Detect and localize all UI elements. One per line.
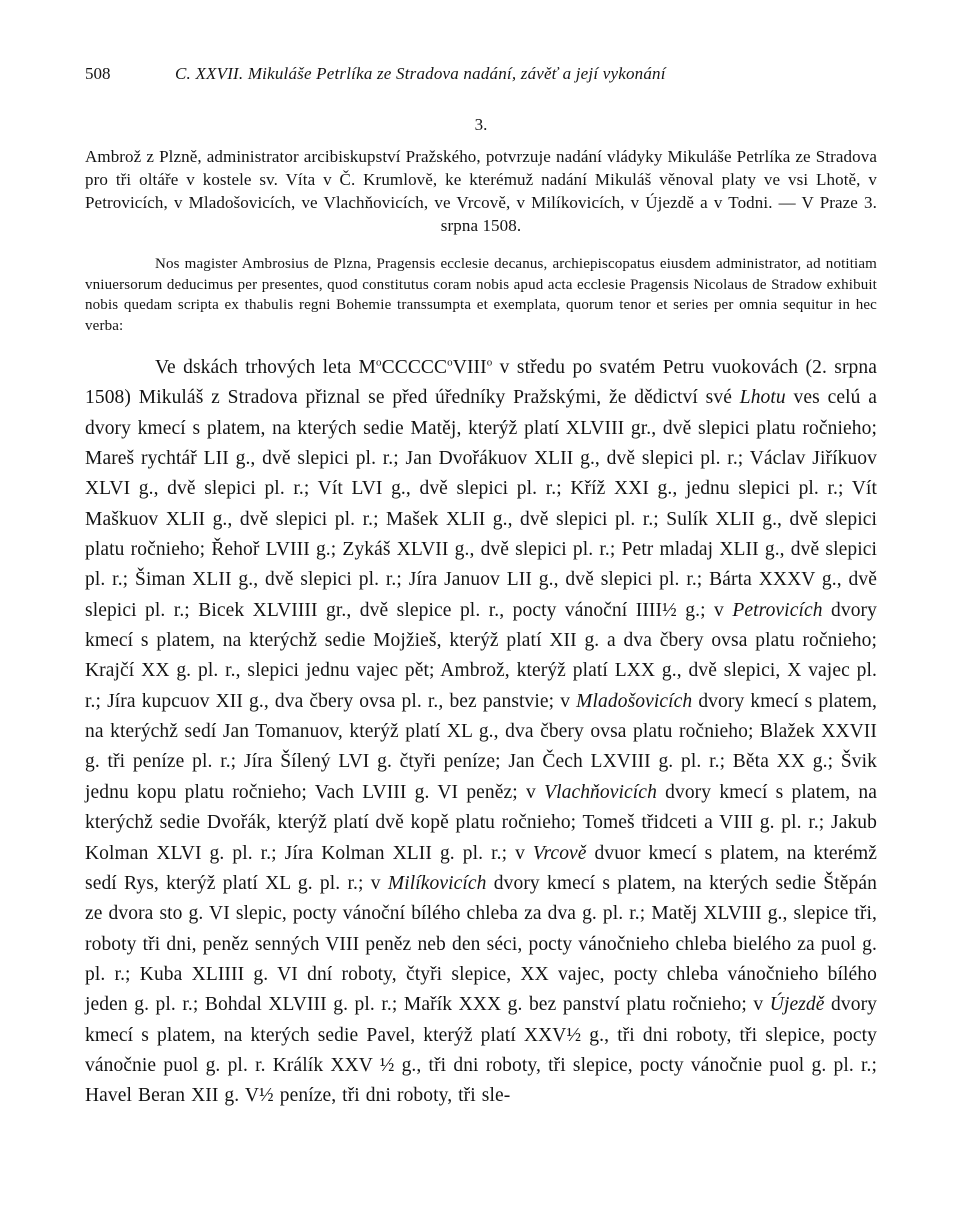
text-segment: dvuor kmecí s platem, na kterémž sedí Rys, kterýž platí XL g. pl. r.; v <box>85 842 877 894</box>
regest-summary: Ambrož z Plzně, administrator arcibiskupství Pražského, potvrzuje nadání vládyky Mikuláše Petrlíka ze Stradova pro tři oltáře v kostele sv. Víta v Č. Krumlově, ke kterémuž nadání Mikuláš věnoval platy ve vsi Lhotě, v Petrovicích, v Mladošovicích, ve Vlachňovicích, ve Vrcově, v Milíkovicích, v Újezdě a v Todni. — V Praze 3. srpna 1508. <box>85 147 877 235</box>
place-name-mladosovice: Mladošovicích <box>576 690 693 712</box>
place-name-petrovice: Petrovicích <box>732 599 823 621</box>
text-segment: dvory kmecí s platem, na kterých sedie Pavel, kterýž platí XXV½ g., tři dni roboty, tři slepice, pocty vánočnie puol g. pl. r. Králík XXV ½ g., tři dni roboty, tři slepice, pocty vánočnie puol g. pl. r.; Havel Beran XII g. V½ peníze, tři dni roboty, tři sle- <box>85 994 878 1107</box>
section-number: 3. <box>474 115 488 134</box>
page-header <box>85 58 877 88</box>
running-title: C. XXVII. Mikuláše Petrlíka ze Stradova nadání, závěť a její vykonání <box>175 64 666 83</box>
text-segment: dvory kmecí s platem, na kterýchž sedie Mojžieš, kterýž platí XII g. a dva čbery ovsa platu ročnieho; Krajčí XX g. pl. r., slepici jednu vajec pět; Ambrož, kterýž platí LXX g., dvě slepici, X vajec pl. r.; Jíra kupcuov XII g., dva čbery ovsa pl. r., bez panstvie; v <box>85 599 878 712</box>
place-name-lhota: Lhotu <box>739 387 786 409</box>
place-name-vrcov: Vrcově <box>532 842 587 864</box>
place-name-milikovice: Milíkovicích <box>387 872 487 894</box>
superscript: o <box>376 356 382 369</box>
place-name-ujezd: Újezdě <box>769 994 825 1016</box>
text-segment: v středu po svatém Petru vuokovách (2. srpna 1508) Mikuláš z Stradova přiznal se před úředníky Pražskými, že dědictví své <box>85 357 877 409</box>
text-segment: ves celú a dvory kmecí s platem, na kterých sedie Matěj, kterýž platí XLVIII gr., dvě slepici platu ročnieho; Mareš rychtář LII g., dvě slepici pl. r.; Jan Dvořákuov XLII g., dvě slepici pl. r.; Václav Jiříkuov XLVI g., dvě slepici pl. r.; Vít LVI g., dvě slepici pl. r.; Kříž XXI g., jednu slepici pl. r.; Vít Maškuov XLII g., dvě slepici pl. r.; Mašek XLII g., dvě slepici pl. r.; Sulík XLII g., dvě slepici platu ročnieho; Řehoř LVIII g.; Zykáš XLVII g., dvě slepici pl. r.; Petr mladaj XLII g., dvě slepici pl. r.; Šiman XLII g., dvě slepici pl. r.; Jíra Januov LII g., dvě slepici pl. r.; Bárta XXXV g., dvě slepici pl. r.; Bicek XLVIIII gr., dvě slepice pl. r., pocty vánoční IIII½ g.; v <box>85 387 877 621</box>
text-segment: dvory kmecí s platem, na kterých sedie Štěpán ze dvora sto g. VI slepic, pocty vánoční bílého chleba za dva g. pl. r.; Matěj XLVIII g., slepice tři, roboty tři dni, peněz senných VIII peněz neb den séci, pocty vánočnieho chleba bielého za puol g. pl. r.; Kuba XLIIII g. VI dní roboty, čtyři slepice, XX vajec, pocty chleba vánočnieho bílého jeden g. pl. r.; Bohdal XLVIII g. pl. r.; Mařík XXX g. bez panství platu ročnieho; v <box>85 872 878 1016</box>
text-segment: CCCCC <box>381 357 448 378</box>
document-page <box>85 58 877 1112</box>
text-segment: Ve dskách trhových leta M <box>155 357 376 378</box>
text-segment: dvory kmecí s platem, na kterýchž sedie Dvořák, kterýž platí dvě kopě platu ročnieho; Tomeš třidceti a VIII g. pl. r.; Jakub Kolman XLVI g. pl. r.; Jíra Kolman XLII g. pl. r.; v <box>85 781 878 864</box>
place-name-vlachnovice: Vlachňovicích <box>544 781 657 803</box>
superscript: o <box>447 356 453 369</box>
page-number: 508 <box>85 64 111 83</box>
text-segment: VIII <box>452 357 487 378</box>
latin-intro-paragraph: Nos magister Ambrosius de Plzna, Pragensis ecclesie decanus, archiepiscopatus eiusdem administrator, ad notitiam vniuersorum deducimus per presentes, quod constitutus coram nobis apud acta ecclesie Pragensis Nicolaus de Stradow exhibuit nobis quedam scripta ex thabulis regni Bohemie transsumpta et exemplata, quorum tenor et series per omnia sequitur in hec verba: <box>85 256 877 334</box>
text-segment: dvory kmecí s platem, na kterýchž sedí Jan Tomanuov, kterýž platí XL g., dva čbery ovsa platu ročnieho; Blažek XXVII g. tři peníze pl. r.; Jíra Šílený LVI g. čtyři peníze; Jan Čech LXVIII g. pl. r.; Běta XX g.; Švik jednu kopu platu ročnieho; Vach LVIII g. VI peněz; v <box>85 690 877 803</box>
czech-record-paragraph <box>85 353 877 1112</box>
superscript: o <box>486 356 493 369</box>
